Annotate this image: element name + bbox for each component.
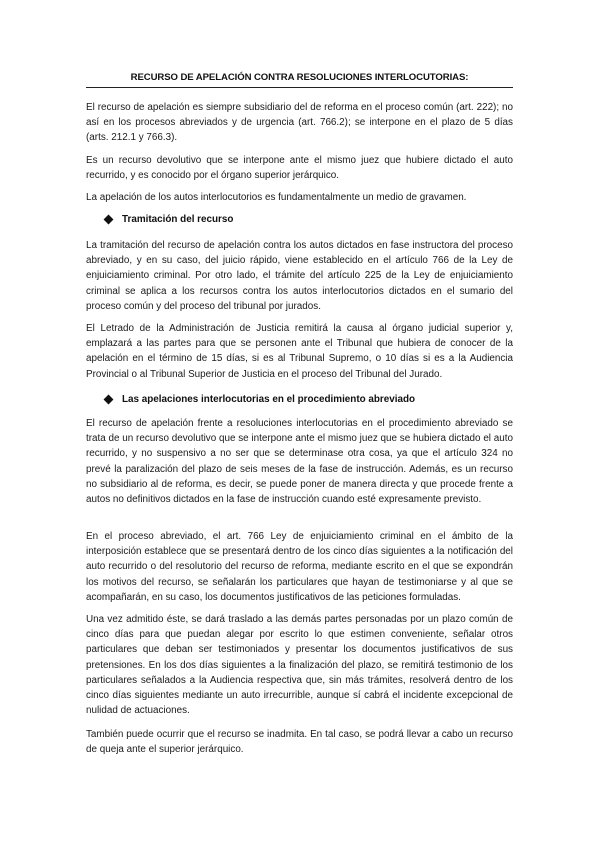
page-title: RECURSO DE APELACIÓN CONTRA RESOLUCIONES INTERLOCUTORIAS: — [86, 72, 513, 88]
diamond-bullet-icon — [104, 215, 114, 225]
section-heading-tramitacion — [105, 214, 513, 225]
paragraph-3: La apelación de los autos interlocutorios es fundamentalmente un medio de gravamen. — [86, 192, 467, 203]
paragraph-6: El recurso de apelación frente a resoluciones interlocutorias en el procedimiento abreviado se trata de un recurso devolutivo que se interpone ante el mismo juez que se hubiera dictado el auto recurrido, y no suspensivo a no ser que se determinase otra cosa, ya que el artículo 324 no prevé la paralización del plazo de seis meses de la fase de instrucción. Además, es un recurso no subsidiario al de reforma, es decir, se puede poner de manera directa y que procede frente a autos no definitivos dictados en la fase de instrucción cuando esté expresamente previsto. — [86, 418, 513, 506]
paragraph-9: También puede ocurrir que el recurso se inadmita. En tal caso, se podrá llevar a cabo un recurso de queja ante el superior jerárquico. — [86, 729, 513, 756]
paragraph-5: El Letrado de la Administración de Justicia remitirá la causa al órgano judicial superior y, emplazará a las partes para que se personen ante el Tribunal que hubiera de conocer de la apelación en el término de 15 días, si es al Tribunal Supremo, o 10 días si es a la Audiencia Provincial o al Tribunal Superior de Justicia en el proceso del Tribunal del Jurado. — [86, 323, 513, 380]
section-heading-apelaciones — [105, 394, 513, 405]
section-heading-label: Tramitación del recurso — [122, 214, 234, 225]
paragraph-2: Es un recurso devolutivo que se interpone ante el mismo juez que hubiere dictado el auto recurrido, y es conocido por el órgano superior jerárquico. — [86, 155, 513, 182]
paragraph-1: El recurso de apelación es siempre subsidiario del de reforma en el proceso común (art. 222); no así en los procesos abreviados y de urgencia (art. 766.2); se interpone en el plazo de 5 días (arts. 212.1 y 766.3). — [86, 102, 513, 144]
section-heading-label: Las apelaciones interlocutorias en el procedimiento abreviado — [122, 394, 416, 405]
paragraph-4: La tramitación del recurso de apelación contra los autos dictados en fase instructora del proceso abreviado, y en su caso, del juicio rápido, viene establecido en el artículo 766 de la Ley de enjuiciamiento criminal. Por otro lado, el trámite del artículo 225 de la Ley de enjuiciamiento criminal se aplica a los recursos contra los autos interlocutorios dictados en el sumario del proceso común y del proceso del tribunal por jurados. — [86, 240, 513, 312]
paragraph-7: En el proceso abreviado, el art. 766 Ley de enjuiciamiento criminal en el ámbito de la interposición establece que se presentará dentro de los cinco días siguientes a la notificación del auto recurrido o del resolutorio del recurso de reforma, mediante escrito en el que se expondrán los motivos del recurso, se señalarán los particulares que hayan de testimoniarse y al que se acompañarán, en su caso, los documentos justificativos de las peticiones formuladas. — [86, 531, 513, 603]
diamond-bullet-icon — [104, 395, 114, 405]
paragraph-8: Una vez admitido éste, se dará traslado a las demás partes personadas por un plazo común de cinco días para que puedan alegar por escrito lo que estimen conveniente, señalar otros particulares que deban ser testimoniados y presentar los documentos justificativos de sus pretensiones. En los dos días siguientes a la finalización del plazo, se remitirá testimonio de los particulares señalados a la Audiencia respectiva que, sin más trámites, resolverá dentro de los cinco días siguientes mediante un auto irrecurrible, aunque sí cabrá el incidente excepcional de nulidad de actuaciones. — [86, 614, 513, 717]
